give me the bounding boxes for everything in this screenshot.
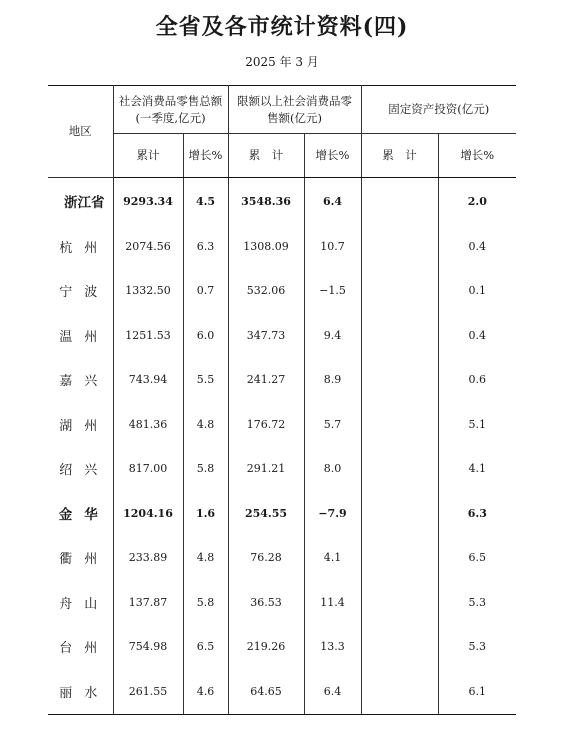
region-header: 地区 bbox=[48, 86, 113, 178]
above-limit-growth-cell: 6.4 bbox=[304, 669, 361, 714]
investment-cumulative-cell bbox=[361, 491, 438, 536]
above-limit-growth-cell: 9.4 bbox=[304, 313, 361, 358]
investment-cumulative-cell bbox=[361, 178, 438, 225]
retail-cumulative-cell: 9293.34 bbox=[113, 178, 183, 225]
retail-growth-cell: 0.7 bbox=[183, 269, 228, 314]
investment-growth-cell: 0.4 bbox=[468, 239, 487, 253]
table-row bbox=[48, 580, 516, 625]
above-limit-cumulative-cell: 36.53 bbox=[228, 580, 304, 625]
above-limit-retail-header: 限额以上社会消费品零售额(亿元) bbox=[228, 86, 361, 134]
table-row bbox=[48, 491, 516, 536]
above-limit-cumulative-header: 累 计 bbox=[228, 134, 304, 178]
above-limit-growth-cell: 5.7 bbox=[304, 402, 361, 447]
investment-cumulative-cell bbox=[361, 536, 438, 581]
table-row bbox=[48, 313, 516, 358]
retail-growth-cell: 6.5 bbox=[183, 625, 228, 670]
above-limit-growth-cell: 8.0 bbox=[304, 447, 361, 492]
region-cell: 温州 bbox=[48, 313, 113, 358]
retail-growth-cell: 6.0 bbox=[183, 313, 228, 358]
above-limit-growth-cell: 10.7 bbox=[304, 224, 361, 269]
investment-growth-cell: 5.3 bbox=[468, 640, 487, 654]
region-cell: 湖州 bbox=[48, 402, 113, 447]
above-limit-cumulative-cell: 3548.36 bbox=[228, 178, 304, 225]
region-cell: 宁波 bbox=[48, 269, 113, 314]
investment-growth-cell: 5.1 bbox=[468, 417, 487, 431]
retail-cumulative-cell: 754.98 bbox=[113, 625, 183, 670]
region-cell: 浙江省 bbox=[48, 178, 113, 225]
table-row bbox=[48, 536, 516, 581]
region-cell: 杭州 bbox=[48, 224, 113, 269]
region-cell: 嘉兴 bbox=[48, 358, 113, 403]
investment-growth-cell: 0.1 bbox=[468, 284, 487, 298]
retail-growth-cell: 5.5 bbox=[183, 358, 228, 403]
retail-growth-header: 增长% bbox=[183, 134, 228, 178]
table-row bbox=[48, 178, 516, 225]
fixed-investment-header: 固定资产投资(亿元) bbox=[361, 86, 516, 134]
retail-growth-cell: 4.5 bbox=[183, 178, 228, 225]
page-subtitle: 2025 年 3 月 bbox=[245, 55, 319, 69]
retail-growth-cell: 4.6 bbox=[183, 669, 228, 714]
retail-cumulative-header: 累计 bbox=[113, 134, 183, 178]
retail-cumulative-cell: 1332.50 bbox=[113, 269, 183, 314]
investment-growth-cell: 2.0 bbox=[467, 194, 487, 208]
region-cell: 台州 bbox=[48, 625, 113, 670]
retail-cumulative-cell: 1204.16 bbox=[113, 491, 183, 536]
above-limit-growth-cell: 6.4 bbox=[304, 178, 361, 225]
table-row bbox=[48, 625, 516, 670]
retail-cumulative-cell: 2074.56 bbox=[113, 224, 183, 269]
investment-cumulative-cell bbox=[361, 269, 438, 314]
retail-cumulative-cell: 137.87 bbox=[113, 580, 183, 625]
retail-growth-cell: 5.8 bbox=[183, 580, 228, 625]
retail-growth-cell: 6.3 bbox=[183, 224, 228, 269]
above-limit-cumulative-cell: 64.65 bbox=[228, 669, 304, 714]
region-cell: 金华 bbox=[48, 491, 113, 536]
above-limit-growth-cell: −7.9 bbox=[304, 491, 361, 536]
table-body bbox=[48, 178, 516, 715]
above-limit-cumulative-cell: 76.28 bbox=[228, 536, 304, 581]
table-row bbox=[48, 358, 516, 403]
above-limit-cumulative-cell: 254.55 bbox=[228, 491, 304, 536]
investment-cumulative-cell bbox=[361, 313, 438, 358]
above-limit-cumulative-cell: 291.21 bbox=[228, 447, 304, 492]
retail-growth-cell: 5.8 bbox=[183, 447, 228, 492]
region-cell: 丽水 bbox=[48, 669, 113, 714]
statistics-table bbox=[48, 85, 516, 715]
investment-growth-cell: 0.4 bbox=[468, 328, 487, 342]
above-limit-growth-header: 增长% bbox=[304, 134, 361, 178]
above-limit-growth-cell: −1.5 bbox=[304, 269, 361, 314]
retail-cumulative-cell: 817.00 bbox=[113, 447, 183, 492]
investment-growth-cell: 6.1 bbox=[438, 669, 516, 714]
table-row bbox=[48, 402, 516, 447]
table-row bbox=[48, 447, 516, 492]
retail-growth-cell: 1.6 bbox=[183, 491, 228, 536]
retail-sales-header: 社会消费品零售总额(一季度,亿元) bbox=[113, 86, 228, 134]
region-cell: 绍兴 bbox=[48, 447, 113, 492]
table-row bbox=[48, 669, 516, 714]
investment-cumulative-cell bbox=[361, 447, 438, 492]
region-cell: 舟山 bbox=[48, 580, 113, 625]
retail-cumulative-cell: 261.55 bbox=[113, 669, 183, 714]
region-cell: 衢州 bbox=[48, 536, 113, 581]
above-limit-cumulative-cell: 1308.09 bbox=[228, 224, 304, 269]
retail-cumulative-cell: 481.36 bbox=[113, 402, 183, 447]
investment-growth-cell: 4.1 bbox=[468, 462, 487, 476]
above-limit-cumulative-cell: 176.72 bbox=[228, 402, 304, 447]
above-limit-cumulative-cell: 241.27 bbox=[228, 358, 304, 403]
page-title: 全省及各市统计资料(四) bbox=[155, 14, 409, 40]
above-limit-growth-cell: 8.9 bbox=[304, 358, 361, 403]
table-row bbox=[48, 269, 516, 314]
investment-growth-cell: 6.5 bbox=[468, 551, 487, 565]
investment-growth-header: 增长% bbox=[438, 134, 516, 178]
investment-cumulative-cell bbox=[361, 669, 438, 714]
above-limit-growth-cell: 4.1 bbox=[304, 536, 361, 581]
investment-growth-cell: 6.3 bbox=[467, 506, 487, 520]
investment-cumulative-cell bbox=[361, 625, 438, 670]
investment-cumulative-cell bbox=[361, 358, 438, 403]
investment-cumulative-cell bbox=[361, 224, 438, 269]
above-limit-growth-cell: 13.3 bbox=[304, 625, 361, 670]
investment-cumulative-header: 累 计 bbox=[361, 134, 438, 178]
investment-cumulative-cell bbox=[361, 580, 438, 625]
investment-cumulative-cell bbox=[361, 402, 438, 447]
retail-cumulative-cell: 1251.53 bbox=[113, 313, 183, 358]
table-row bbox=[48, 224, 516, 269]
above-limit-cumulative-cell: 347.73 bbox=[228, 313, 304, 358]
retail-cumulative-cell: 743.94 bbox=[113, 358, 183, 403]
retail-growth-cell: 4.8 bbox=[183, 402, 228, 447]
investment-growth-cell: 0.6 bbox=[468, 373, 487, 387]
retail-growth-cell: 4.8 bbox=[183, 536, 228, 581]
retail-cumulative-cell: 233.89 bbox=[113, 536, 183, 581]
above-limit-cumulative-cell: 219.26 bbox=[228, 625, 304, 670]
above-limit-cumulative-cell: 532.06 bbox=[228, 269, 304, 314]
above-limit-growth-cell: 11.4 bbox=[304, 580, 361, 625]
investment-growth-cell: 5.3 bbox=[468, 595, 487, 609]
